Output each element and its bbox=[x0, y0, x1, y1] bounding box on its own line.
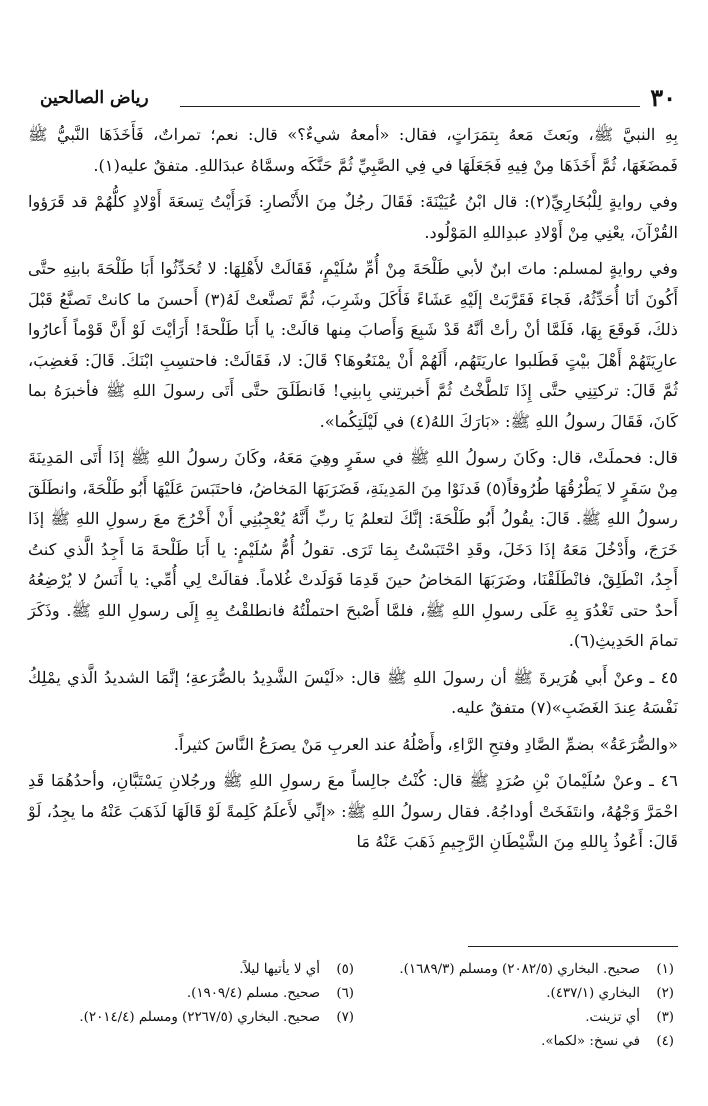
footnote-number: (٥) bbox=[336, 962, 354, 977]
page-header bbox=[40, 84, 676, 114]
footnote-text: صحيح. مسلم (١٩٠٩/٤). bbox=[186, 986, 320, 1001]
footnote-number: (١) bbox=[656, 962, 674, 977]
main-text bbox=[28, 120, 678, 862]
paragraph: بِهِ النبيَّ ﷺ، وبَعثَ مَعهُ بِتمَرَاتٍ، فقال: «أمعهُ شيءٌ؟» قال: نعم؛ تمراتٌ، فَأَخَذَهَا النَّبيُّ ﷺ فَمضَغَهَا، ثُمَّ أَخَذَهَا مِنْ فِيهِ فَجَعَلَهَا في فِي الصَّبِيِّ ثُمَّ حَنَّكَه وسمَّاهُ عبدَاللهِ. متفقٌ عليه(١). bbox=[28, 125, 678, 175]
footnote-number: (٢) bbox=[656, 986, 674, 1001]
footnote bbox=[44, 958, 354, 982]
footnote-number: (٦) bbox=[336, 986, 354, 1001]
paragraph: وفي روايةٍ لِلْبُخَارِيِّ(٢): قال ابْنُ عُيَيْنَةَ: فَقَالَ رجُلٌ مِنَ الأَنْصارِ: فَرَأَيْتُ تِسعَةَ أَوْلادٍ كلُّهُمْ قد قَرَؤوا القُرْآنَ، يعْنِي مِنْ أَوْلادِ عبدِاللهِ المَوْلُود. bbox=[28, 192, 678, 242]
footnote-text: في نسخ: «لكما». bbox=[541, 1034, 640, 1049]
footnote-number: (٧) bbox=[336, 1010, 354, 1025]
paragraph: قال: فحملَتْ، قال: وكَانَ رسولُ اللهِ ﷺ في سفَرٍ وهِيَ مَعَهُ، وكَانَ رسولُ اللهِ ﷺ إذَا أَتَى المَدِينَةَ مِنْ سَفَرٍ لا يَطْرُقُهَا طُرُوقاً(٥) فَدنَوْا مِنَ المَدِينَةِ، فَضَرَبَهَا المَخاضُ، فاحتَبَسَ عَلَيْهَا أَبُو طَلْحَةَ، وانطَلَقَ رسولُ اللهِ ﷺ. قَالَ: يقُولُ أَبُو طَلْحَةَ: إنَّكَ لتعلمُ يَا ربِّ أَنَّهُ يُعْجِبُنِي أَنْ أَخْرُجَ معَ رسولِ اللهِ ﷺ إذَا خَرَجَ، وأَدْخُلَ مَعَهُ إذَا دَخَلَ، وقَدِ احْتَبَسْتُ بِمَا تَرَى. تقولُ أُمُّ سُلَيْمٍ: يا أَبَا طَلْحةَ مَا أَجِدُ الَّذي كنتُ أَجِدُ، انْطَلِقْ، فانْطَلَقْنَا، وضَرَبَهَا المَخاضُ حينَ قَدِمَا فَوَلَدتْ غُلاماً. فقالَتْ لِي أُمِّي: يا أَنَسُ لا يُرْضِعُهُ أَحدٌ حتى تَغْدُوَ بِهِ عَلَى رسولِ اللهِ ﷺ، فلمَّا أَصْبحَ احتملْتُهُ فانطلقْتُ بِهِ إِلَى رسولِ اللهِ ﷺ. وذَكَرَ تمامَ الحَدِيثِ(٦). bbox=[28, 448, 678, 650]
paragraph: وفي روايةٍ لمسلم: ماتَ ابنٌ لأبي طَلْحَةَ مِنْ أُمِّ سُلَيْمٍ، فَقَالَتْ لأَهْلِهَا: لا تُحَدِّثُوا أَبَا طَلْحَةَ بابنِهِ حتَّى أَكُونَ أنَا أُحَدِّثُهُ، فَجاءَ فَقَرَّبَتْ إلَيْهِ عَشَاءً فَأَكَلَ وشَرِبَ، ثُمَّ تَصنَّعتْ لَهُ(٣) أَحسنَ ما كانتْ تَصنَّعُ قَبْلَ ذلكَ، فَوقَعَ بِهَا، فَلَمَّا أنْ رأتْ أنَّهُ قَدْ شَبِعَ وَأَصابَ مِنها قالَتْ: يا أَبَا طَلْحةَ! أَرَأيْتَ لَوْ أَنَّ قَوْماً أَعارُوا عارِيَتَهُمْ أَهْلَ بيْتٍ فَطَلبوا عاريَتَهُم، أَلَهُمْ أَنْ يمْنَعُوهَا؟ قَالَ: لا، فَقَالَتْ: فاحتسِبِ ابْنَكَ. قَالَ: فَغضِبَ، ثُمَّ قَالَ: تركتِنِي حتَّى إِذَا تَلطَّخْتُ ثُمَّ أَخبرتِني بِابنِي! فَانطَلَقَ حتَّى أَتَى رسولَ اللهِ ﷺ فأخبرَهُ بما كَانَ، فَقَالَ رسولُ اللهِ ﷺ: «بَارَكَ اللهُ(٤) في لَيْلَتِكُما». bbox=[28, 259, 678, 431]
footnote-text: أي لا يأتيها ليلاً. bbox=[239, 962, 320, 977]
footnote-text: البخاري (٤٣٧/١). bbox=[546, 986, 640, 1001]
footnote-separator bbox=[468, 946, 678, 947]
footnotes-right-column bbox=[364, 958, 674, 1054]
book-title: رياض الصالحين bbox=[40, 88, 149, 108]
header-rule bbox=[180, 106, 640, 107]
hadith-46: ٤٦ ـ وعنْ سُلَيْمانَ بْنِ صُرَدٍ ﷺ قال: كُنْتُ جالِساً معَ رسولِ اللهِ ﷺ ورجُلانِ يَسْتَبَّانِ، وأحدُهُمَا قَدِ احْمَرَّ وَجْهُهُ، وانتَفَخَتْ أوداجُهُ. فقال رسولُ اللهِ ﷺ: «إنِّي لأَعلَمُ كَلِمةً لَوْ قَالَهَا لَذَهَبَ عَنْهُ ما يجِدُ، لَوْ قَالَ: أَعُوذُ بِاللهِ مِنَ الشَّيْطَانِ الرَّجِيمِ ذَهَبَ عَنْهُ مَا bbox=[28, 771, 678, 851]
footnote bbox=[44, 982, 354, 1006]
hadith-45: ٤٥ ـ وعنْ أَبي هُرَيرةَ ﷺ أن رسولَ اللهِ ﷺ قال: «لَيْسَ الشَّدِيدُ بالصُّرَعةِ؛ إنَّمَا الشديدُ الَّذي يمْلِكُ نَفْسَهُ عِندَ الغَضَبِ»(٧) متفقٌ عليه. bbox=[28, 667, 678, 717]
footnote bbox=[364, 958, 674, 982]
footnote bbox=[44, 1006, 354, 1030]
footnote-text: صحيح. البخاري (٢٢٦٧/٥) ومسلم (٢٠١٤/٤). bbox=[79, 1010, 320, 1025]
footnotes-left-column bbox=[44, 958, 354, 1030]
footnote bbox=[364, 982, 674, 1006]
footnote-number: (٤) bbox=[656, 1034, 674, 1049]
footnote-text: صحيح. البخاري (٢٠٨٢/٥) ومسلم (١٦٨٩/٣). bbox=[399, 962, 640, 977]
footnote-text: أي تزينت. bbox=[585, 1010, 640, 1025]
footnote-number: (٣) bbox=[656, 1010, 674, 1025]
page-number: ٣٠ bbox=[650, 83, 676, 112]
paragraph: «والصُّرَعَةُ» بضمِّ الصَّادِ وفتحِ الرَّاءِ، وأَصْلُهُ عند العربِ مَنْ يصرَعُ النَّاسَ كثيراً. bbox=[173, 734, 678, 754]
footnote bbox=[364, 1030, 674, 1054]
footnote bbox=[364, 1006, 674, 1030]
